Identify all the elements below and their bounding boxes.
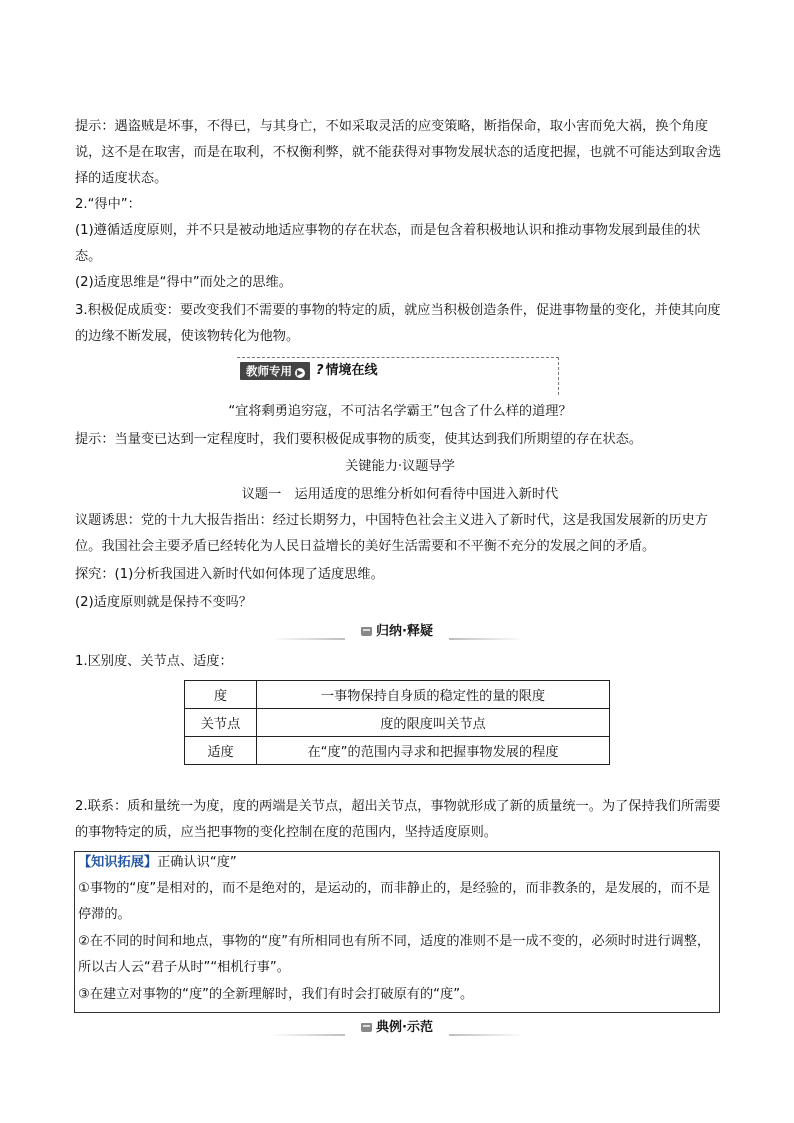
- item-3-paragraph: 3.积极促成质变：要改变我们不需要的事物的特定的质，就应当积极创造条件，促进事物量的变化，并使其向度的边缘不断发展，使该物转化为他物。: [75, 303, 721, 344]
- scenario-question: “宜将剩勇追穷寇，不可沽名学霸王”包含了什么样的道理？: [228, 404, 572, 419]
- teacher-badge-label: 教师专用: [246, 364, 292, 378]
- table-cell-term: 适度: [185, 737, 257, 765]
- degree-concepts-table: [184, 680, 610, 765]
- summary-banner-label: 归纳·释疑: [376, 624, 433, 639]
- example-banner: [270, 1018, 524, 1038]
- table-row: [185, 709, 610, 737]
- scenario-online-label: 情境在线: [325, 363, 378, 378]
- book-icon: [361, 627, 372, 636]
- table-cell-desc: 一事物保持自身质的稳定性的量的限度: [257, 681, 610, 709]
- knowledge-extension-box: [74, 851, 720, 1013]
- item-2-point-1: (1)遵循适度原则，并不只是被动地适应事物的存在状态，而是包含着积极地认识和推动事物发展到最佳的状态。: [75, 223, 701, 264]
- hint-paragraph-2: 提示：当量变已达到一定程度时，我们要积极促成事物的质变，使其达到我们所期望的存在状态。: [75, 432, 643, 447]
- section-title: 关键能力·议题导学: [345, 459, 455, 474]
- knowledge-extension-heading: [78, 850, 714, 876]
- hint-paragraph-1: 提示：遇盗贼是坏事，不得已，与其身亡，不如采取灵活的应变策略，断指保命，取小害而免大祸，换个角度说，这不是在取害，而是在取利，不权衡利弊，就不能获得对事物发展状态的适度把握，也就不可能达到取舍选择的适度状态。: [75, 119, 722, 186]
- question-mark-icon: ?: [316, 363, 324, 378]
- knowledge-point-1: ①事物的“度”是相对的，而不是绝对的，是运动的，而非静止的，是经验的，而非教条的，是发展的，而不是停滞的。: [78, 881, 711, 922]
- knowledge-point-2: ②在不同的时间和地点，事物的“度”有所相同也有所不同，适度的准则不是一成不变的，必须时时进行调整，所以古人云“君子从时”“相机行事”。: [78, 934, 711, 975]
- knowledge-point-3: ③在建立对事物的“度”的全新理解时，我们有时会打破原有的“度”。: [78, 987, 474, 1002]
- book-icon: [361, 1023, 372, 1032]
- topic-title: 议题一 运用适度的思维分析如何看待中国进入新时代: [241, 487, 559, 502]
- knowledge-extension-label: 【知识拓展】: [78, 855, 158, 870]
- example-banner-label: 典例·示范: [376, 1020, 433, 1035]
- table-cell-term: 度: [185, 681, 257, 709]
- distinction-title: 1.区别度、关节点、适度：: [75, 654, 233, 669]
- scenario-online-heading: [316, 360, 378, 382]
- table-cell-desc: 度的限度叫关节点: [257, 709, 610, 737]
- topic-intro: 议题诱思：党的十九大报告指出：经过长期努力，中国特色社会主义进入了新时代，这是我国发展新的历史方位。我国社会主要矛盾已经转化为人民日益增长的美好生活需要和不平衡不充分的发展之间的矛盾。: [75, 513, 708, 554]
- summary-banner: [270, 622, 524, 642]
- knowledge-extension-title: 正确认识“度”: [157, 855, 237, 870]
- table-cell-desc: 在“度”的范围内寻求和把握事物发展的程度: [257, 737, 610, 765]
- item-2-title: 2.“得中”：: [75, 197, 141, 212]
- explore-question-2: (2)适度原则就是保持不变吗？: [75, 595, 252, 610]
- table-cell-term: 关节点: [185, 709, 257, 737]
- explore-question-1: 探究：(1)分析我国进入新时代如何体现了适度思维。: [75, 567, 384, 582]
- teacher-only-badge: [240, 362, 310, 380]
- arrow-right-icon: ▶: [296, 368, 304, 377]
- table-row: [185, 681, 610, 709]
- item-2-point-2: (2)适度思维是“得中”而处之的思维。: [75, 275, 292, 290]
- table-row: [185, 737, 610, 765]
- connection-paragraph: 2.联系：质和量统一为度，度的两端是关节点，超出关节点，事物就形成了新的质量统一。为了保持我们所需要的事物特定的质，应当把事物的变化控制在度的范围内，坚持适度原则。: [75, 799, 721, 840]
